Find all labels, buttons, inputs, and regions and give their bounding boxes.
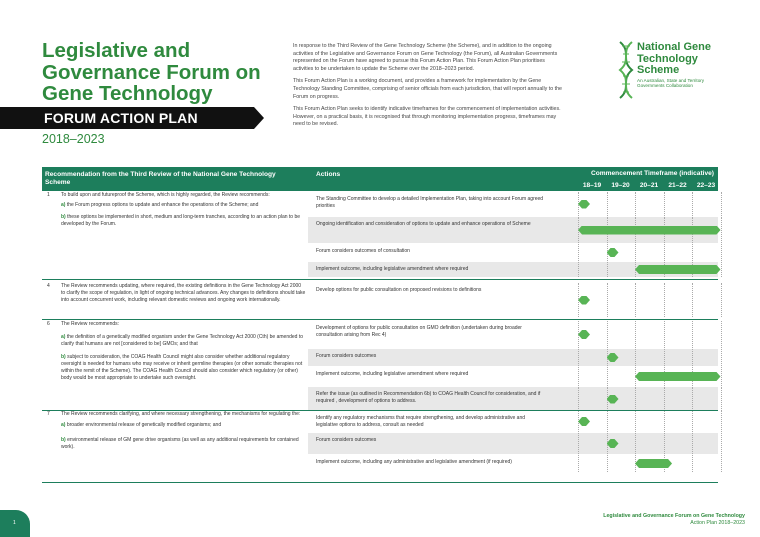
timeline-gridline — [607, 367, 608, 386]
timeline-bar — [607, 439, 619, 448]
section-divider — [42, 319, 718, 320]
action-row — [308, 192, 718, 216]
recommendation-subitem: b) these options be implemented in short, medium and long-term tranches, according to an action plan to be developed by the Forum. — [61, 214, 301, 227]
action-row — [308, 217, 718, 243]
action-text: Ongoing identification and consideration of options to update and enhance operations of Scheme — [316, 221, 531, 227]
intro-paragraph: In response to the Third Review of the Gene Technology Scheme (the Scheme), and in addition to the ongoing activities of the Legislative and Governance Forum on Gene Technology (the Forum), all Australian Governments represented on the Forum have agreed to pursue this Forum Action Plan. This Forum Action Plan prioritises activities to be undertaken to update the Scheme over the 2018–2023 period. — [293, 43, 558, 72]
timeline-gridline — [692, 433, 693, 454]
recommendation-body: To build upon and futureproof the Scheme, which is highly regarded, the Review recommends: — [61, 192, 270, 198]
table-header — [42, 167, 718, 191]
timeline-gridline — [692, 321, 693, 348]
timeline-bar — [607, 395, 619, 404]
subitem-label: b) — [61, 354, 66, 360]
timeline-gridline — [721, 321, 722, 348]
logo-name: National Gene Technology Scheme — [637, 41, 711, 76]
timeline-gridline — [721, 192, 722, 216]
timeline-gridline — [607, 262, 608, 277]
ngts-logo — [617, 40, 737, 100]
timeline-gridline — [692, 244, 693, 261]
year-header: 19–20 — [611, 182, 630, 189]
timeline-gridline — [635, 349, 636, 366]
recommendation-number: 4 — [47, 283, 50, 289]
timeline-gridline — [692, 387, 693, 411]
timeline-gridline — [607, 455, 608, 472]
timeline-gridline — [607, 192, 608, 216]
timeline-gridline — [664, 283, 665, 317]
recommendation-body: The Review recommends clarifying, and where necessary strengthening, the mechanisms for regulating the: — [61, 411, 301, 417]
timeline-gridline — [721, 387, 722, 411]
timeline-gridline — [578, 367, 579, 386]
section-divider — [42, 279, 718, 280]
column-header-recommendation: Recommendation from the Third Review of the National Gene Technology Scheme — [45, 171, 276, 186]
timeline-bar — [578, 226, 721, 235]
action-text: Implement outcome, including any administrative and legislative amendment (if required) — [316, 459, 512, 465]
timeline-gridline — [578, 349, 579, 366]
timeline-gridline — [721, 262, 722, 277]
action-row — [308, 411, 718, 432]
timeline-gridline — [721, 367, 722, 386]
timeline-gridline — [578, 244, 579, 261]
recommendation-number: 6 — [47, 321, 50, 327]
timeline-gridline — [721, 349, 722, 366]
intro-paragraph: This Forum Action Plan seeks to identify indicative timeframes for the commencement of implementation activities. However, on a practical basis, it is recognised that through monitoring implementation progress, timeframes may need to be revised. — [293, 106, 561, 128]
action-text: Forum considers outcomes — [316, 437, 377, 443]
timeline-gridline — [692, 349, 693, 366]
logo-subtitle: An Australian, State and Territory Governments Collaboration — [637, 78, 705, 89]
subitem-label: a) — [61, 422, 66, 428]
timeline-gridline — [721, 217, 722, 243]
subitem-label: a) — [61, 334, 66, 340]
timeline-gridline — [635, 192, 636, 216]
recommendation-subitem: b) subject to consideration, the COAG Health Council might also consider whether additional regulatory oversight is needed for humans who may receive or inherit germline therapies (or other somatic therapies not within the remit of the Scheme). The COAG Health Council should also consider which regulatory (or other) body would be most appropriate to undertake such oversight. — [61, 354, 303, 381]
action-row — [308, 244, 718, 261]
action-row — [308, 367, 718, 386]
footer-subtitle: Action Plan 2018–2023 — [690, 520, 745, 526]
dna-helix-icon — [617, 40, 635, 100]
timeline-gridline — [607, 321, 608, 348]
timeline-gridline — [692, 192, 693, 216]
timeline-bar — [635, 459, 672, 468]
intro-paragraph: This Forum Action Plan is a working document, and provides a framework for implementation by the Gene Technology Standing Committee, comprising of senior officials from each jurisdiction, that will report annually to the Forum on progress. — [293, 78, 562, 100]
timeline-bar — [635, 372, 721, 381]
timeline-bar — [607, 248, 619, 257]
action-row — [308, 455, 718, 472]
page-title: Legislative and Governance Forum on Gene Technology — [42, 39, 261, 105]
timeline-gridline — [635, 321, 636, 348]
timeline-gridline — [721, 455, 722, 472]
year-header: 18–19 — [582, 182, 602, 189]
timeline-bar — [607, 353, 619, 362]
subitem-label: b) — [61, 437, 66, 443]
timeline-gridline — [692, 411, 693, 432]
recommendation-number: 1 — [47, 192, 50, 198]
timeline-gridline — [635, 411, 636, 432]
timeline-gridline — [721, 283, 722, 317]
action-row — [308, 433, 718, 454]
action-row — [308, 283, 718, 317]
intro-text — [293, 43, 565, 134]
timeline-gridline — [635, 433, 636, 454]
timeline-gridline — [664, 387, 665, 411]
timeline-bar — [578, 330, 590, 339]
action-row — [308, 262, 718, 277]
recommendation-subitem: a) broader environmental release of genetically modified organisms; and — [61, 422, 222, 428]
recommendation-body: The Review recommends: — [61, 321, 120, 327]
subitem-label: a) — [61, 202, 66, 208]
plan-years: 2018–2023 — [42, 132, 105, 146]
recommendation-body: The Review recommends updating, where required, the existing definitions in the Gene Technology Act 2000 to clarify the scope of regulation, in light of ongoing technical advances. Any changes to definitions should take into account concurrent work, including relevant domestic reviews and ongoing work internationally. — [61, 283, 306, 303]
timeline-gridline — [578, 387, 579, 411]
timeline-gridline — [607, 411, 608, 432]
section-divider — [42, 482, 718, 483]
column-header-timeframe: Commencement Timeframe (indicative) — [591, 170, 714, 177]
year-header: 22–23 — [696, 182, 716, 189]
timeline-gridline — [578, 455, 579, 472]
year-header: 20–21 — [639, 182, 659, 189]
timeline-gridline — [578, 433, 579, 454]
action-row — [308, 321, 718, 348]
plan-banner: FORUM ACTION PLAN — [0, 107, 254, 129]
year-header: 21–22 — [668, 182, 687, 189]
timeline-gridline — [664, 192, 665, 216]
action-text: Forum considers outcomes of consultation — [316, 248, 410, 254]
timeline-gridline — [721, 244, 722, 261]
timeline-gridline — [635, 283, 636, 317]
recommendation-section — [42, 321, 718, 409]
action-row — [308, 349, 718, 366]
timeline-gridline — [578, 262, 579, 277]
recommendation-section — [42, 283, 718, 318]
action-text: Refer the issue (as outlined in Recommendation 6b) to COAG Health Council for consideration, and if required , development of options to address. — [316, 391, 541, 404]
action-text: Implement outcome, including legislative amendment where required — [316, 371, 469, 377]
timeline-gridline — [664, 411, 665, 432]
action-text: Develop options for public consultation on proposed revisions to definitions — [316, 287, 482, 293]
timeline-gridline — [664, 321, 665, 348]
recommendation-subitem: b) environmental release of GM gene drive organisms (as well as any additional requirements for contained work). — [61, 437, 299, 450]
timeline-gridline — [664, 244, 665, 261]
timeline-gridline — [692, 283, 693, 317]
timeline-gridline — [607, 283, 608, 317]
recommendation-number: 7 — [47, 411, 50, 417]
timeline-gridline — [664, 349, 665, 366]
timeline-gridline — [692, 455, 693, 472]
timeline-gridline — [635, 387, 636, 411]
column-header-actions: Actions — [316, 171, 341, 178]
recommendation-subitem: a) the Forum progress options to update and enhance the operations of the Scheme; and — [61, 202, 259, 208]
page-number: 1 — [13, 520, 16, 526]
action-text: Implement outcome, including legislative amendment where required — [316, 266, 469, 272]
timeline-gridline — [721, 411, 722, 432]
recommendation-section — [42, 411, 718, 481]
footer-title: Legislative and Governance Forum on Gene Technology — [603, 513, 745, 519]
subitem-label: b) — [61, 214, 66, 220]
timeline-gridline — [664, 433, 665, 454]
recommendation-subitem: a) the definition of a genetically modified organism under the Gene Technology Act 2000 (Cth) be amended to clarify that humans are not [considered to be] GMOs; and that — [61, 334, 304, 347]
action-text: Development of options for public consultation on GMO definition (undertaken during broader consultation arising from Rec 4) — [316, 325, 522, 338]
action-text: Identify any regulatory mechanisms that require strengthening, and develop administrative and legislative options to address, consult as needed — [316, 415, 526, 428]
timeline-gridline — [721, 433, 722, 454]
action-row — [308, 387, 718, 411]
timeline-bar — [578, 200, 590, 209]
timeline-bar — [578, 417, 590, 426]
timeline-bar — [578, 296, 590, 305]
action-text: The Standing Committee to develop a detailed Implementation Plan, taking into account Forum agreed priorities — [316, 196, 544, 209]
action-text: Forum considers outcomes — [316, 353, 377, 359]
timeline-bar — [635, 265, 721, 274]
timeline-gridline — [635, 244, 636, 261]
recommendation-section — [42, 192, 718, 278]
